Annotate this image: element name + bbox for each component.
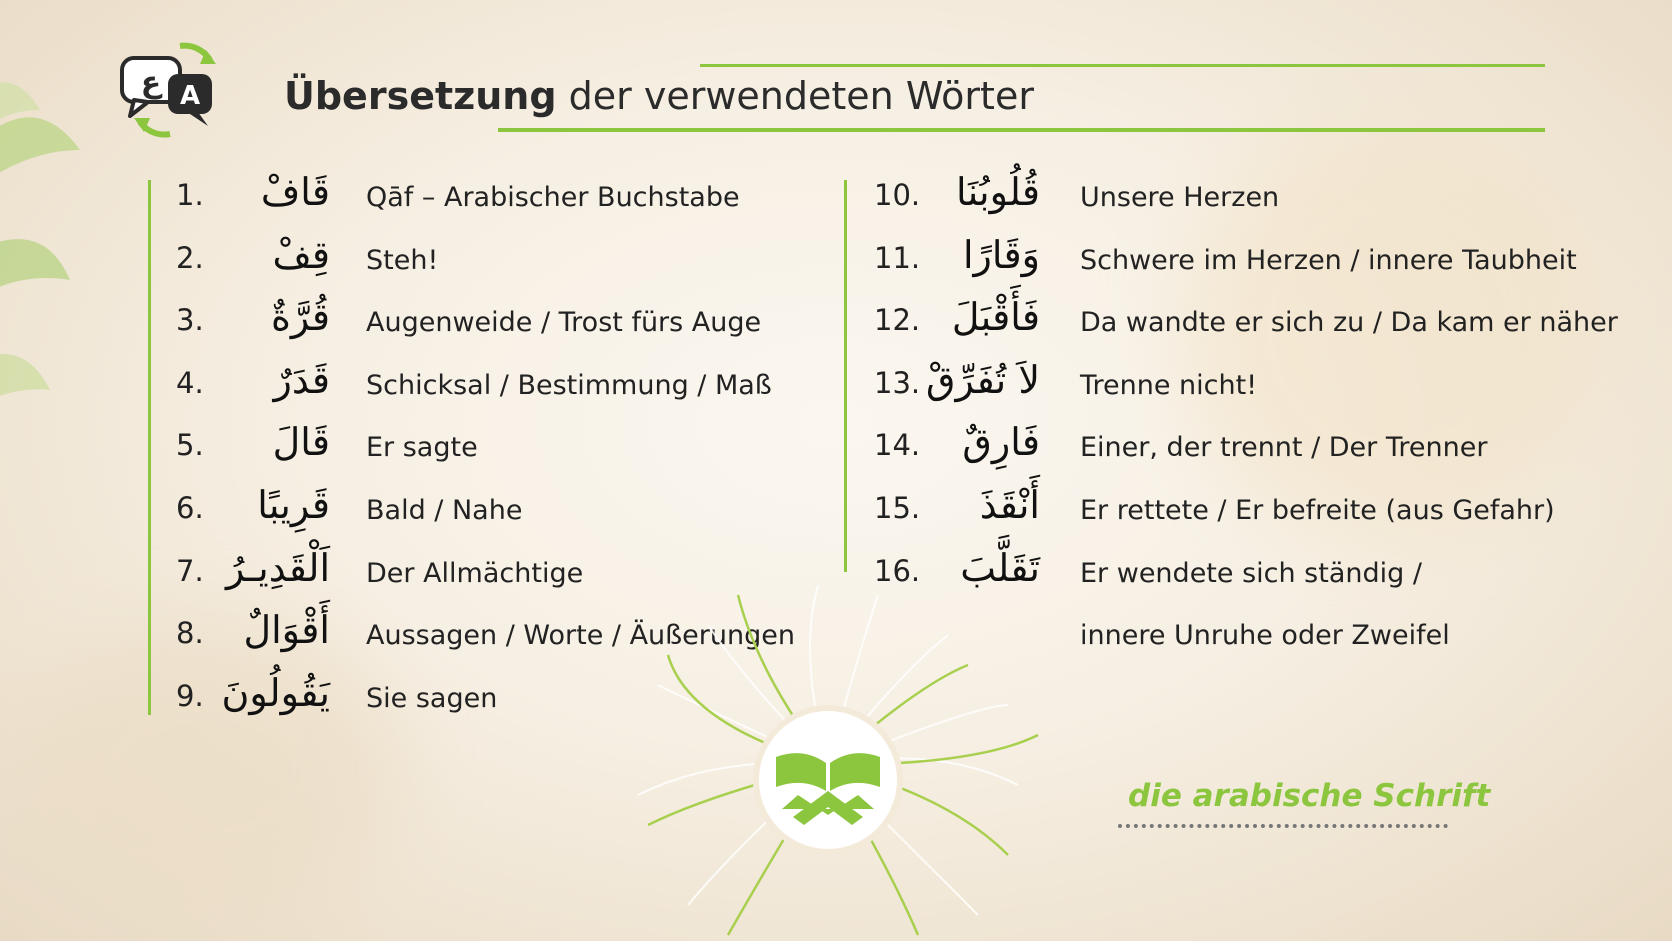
item-number: 13. — [874, 366, 921, 400]
brand-underline — [1118, 824, 1448, 828]
arabic-word: تَقَلَّبَ — [960, 546, 1040, 590]
item-number: 3. — [176, 303, 204, 337]
german-translation: Schwere im Herzen / innere Taubheit — [1080, 245, 1577, 276]
item-number: 15. — [874, 491, 921, 525]
item-number: 6. — [176, 491, 204, 525]
brand-logo-text: die arabische Schrift — [1128, 778, 1491, 814]
arabic-word: أَنْقَذَ — [979, 483, 1040, 527]
german-translation: Bald / Nahe — [366, 495, 523, 526]
german-translation: Er rettete / Er befreite (aus Gefahr) — [1080, 495, 1555, 526]
item-number: 2. — [176, 241, 204, 275]
arabic-word: وَقَارًا — [962, 233, 1040, 277]
arabic-word: فَأَقْبَلَ — [951, 295, 1040, 339]
arabic-word: لاَ تُفَرِّقْ — [926, 358, 1040, 402]
arabic-word: قِفْ — [272, 233, 330, 277]
german-translation: Steh! — [366, 245, 439, 276]
arabic-word: قُرَّةٌ — [270, 295, 330, 339]
plant-decoration — [0, 40, 110, 460]
page-title — [284, 74, 1034, 118]
item-number: 8. — [176, 616, 204, 650]
item-number: 11. — [874, 241, 921, 275]
german-translation: Er wendete sich ständig / — [1080, 558, 1422, 589]
german-translation: Unsere Herzen — [1080, 182, 1280, 213]
item-number: 4. — [176, 366, 204, 400]
german-translation-continued: innere Unruhe oder Zweifel — [1080, 620, 1450, 651]
german-translation: Sie sagen — [366, 683, 498, 714]
title-bold: Übersetzung — [284, 74, 557, 118]
arabic-word: قَرِيبًا — [257, 483, 330, 527]
item-number: 10. — [874, 178, 921, 212]
arabic-word: اَلْقَدِيـرُ — [226, 546, 330, 590]
item-number: 9. — [176, 679, 204, 713]
arabic-word: فَارِقٌ — [962, 420, 1040, 464]
german-translation: Der Allmächtige — [366, 558, 584, 589]
item-number: 16. — [874, 554, 921, 588]
german-translation: Er sagte — [366, 432, 478, 463]
item-number: 7. — [176, 554, 204, 588]
arabic-word: أَقْوَالٌ — [243, 608, 330, 652]
svg-text:ع: ع — [140, 65, 162, 100]
arabic-word: يَقُولُونَ — [221, 671, 330, 715]
background-glow — [20, 620, 400, 920]
german-translation: Da wandte er sich zu / Da kam er näher — [1080, 307, 1618, 338]
item-number: 14. — [874, 428, 921, 462]
german-translation: Qāf – Arabischer Buchstabe — [366, 182, 740, 213]
title-bottom-rule — [498, 128, 1545, 132]
svg-text:A: A — [179, 81, 201, 111]
translate-icon — [120, 40, 230, 140]
right-column-rule — [844, 180, 847, 572]
german-translation: Schicksal / Bestimmung / Maß — [366, 370, 772, 401]
arabic-word: قُلُوبُنَا — [956, 170, 1040, 214]
title-rest: der verwendeten Wörter — [568, 74, 1034, 118]
item-number: 1. — [176, 178, 204, 212]
arabic-word: قَالَ — [272, 420, 330, 464]
german-translation: Augenweide / Trost fürs Auge — [366, 307, 762, 338]
quran-book-icon — [598, 565, 1058, 941]
arabic-word: قَافْ — [260, 170, 330, 214]
item-number: 5. — [176, 428, 204, 462]
german-translation: Trenne nicht! — [1080, 370, 1258, 401]
item-number: 12. — [874, 303, 921, 337]
title-top-rule — [700, 64, 1545, 67]
german-translation: Aussagen / Worte / Äußerungen — [366, 620, 795, 651]
left-column-rule — [148, 180, 151, 715]
german-translation: Einer, der trennt / Der Trenner — [1080, 432, 1488, 463]
arabic-word: قَدَرٌ — [273, 358, 330, 402]
